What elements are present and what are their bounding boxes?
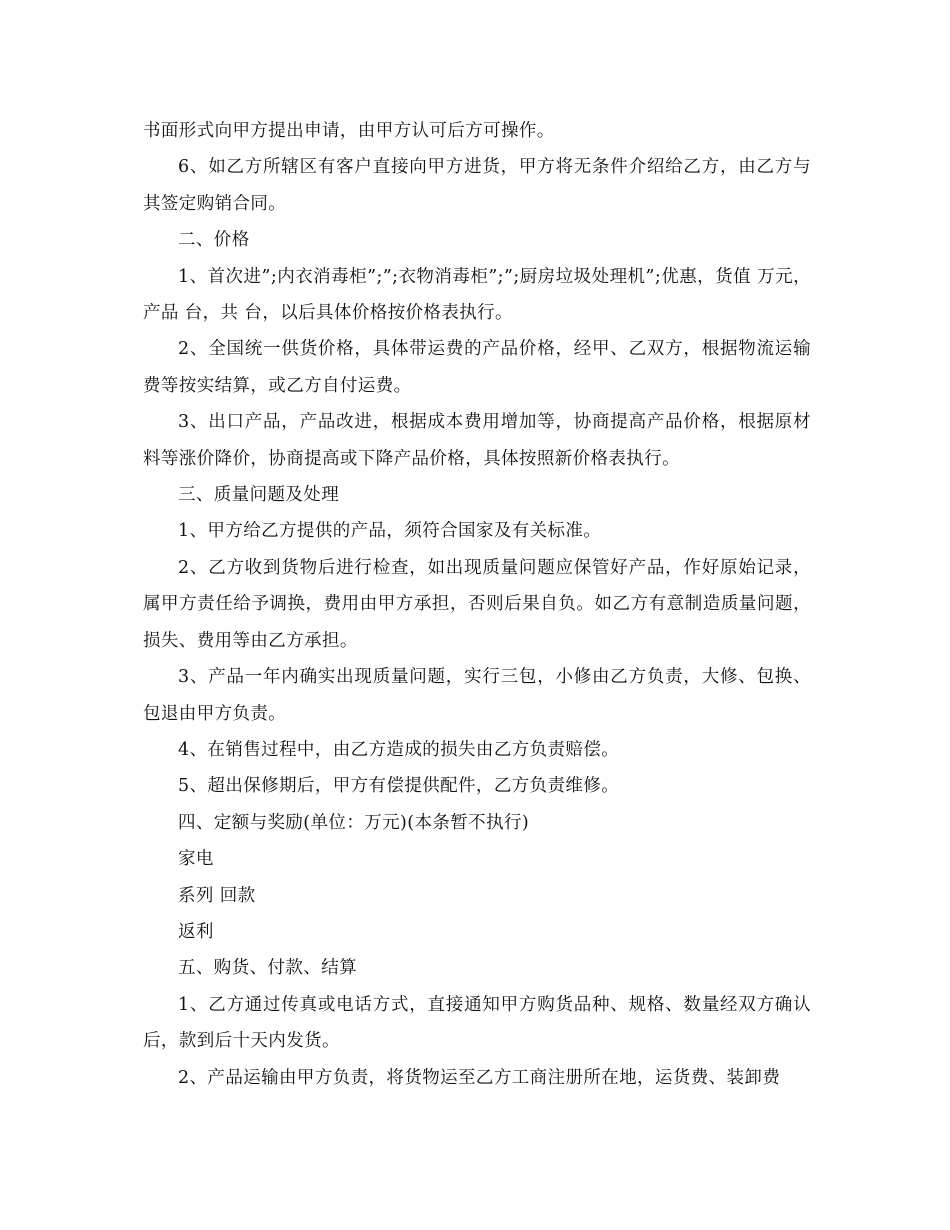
paragraph-application-continuation: 书面形式向甲方提出申请，由甲方认可后方可操作。: [143, 121, 555, 141]
table-cell-appliance: 家电: [178, 849, 214, 870]
section-heading-price: 二、价格: [178, 230, 250, 251]
paragraph-quality-clause-2: 2、乙方收到货物后进行检查，如出现质量问题应保管好产品，作好原始记录，属甲方责任给予调换，费用由甲方承担，否则后果自负。如乙方有意制造质量问题，损失、费用等由乙方承担。: [143, 557, 811, 651]
paragraph-clause-6-direct-purchase: 6、如乙方所辖区有客户直接向甲方进货，甲方将无条件介绍给乙方，由乙方与其签定购销合同。: [143, 157, 811, 214]
table-cell-series-payment: 系列 回款: [178, 885, 256, 906]
paragraph-quality-clause-1: 1、甲方给乙方提供的产品，须符合国家及有关标准。: [178, 521, 602, 542]
paragraph-quality-clause-3: 3、产品一年内确实出现质量问题，实行三包，小修由乙方负责，大修、包换、包退由甲方负责。: [143, 667, 811, 724]
paragraph-price-clause-2: 2、全国统一供货价格，具体带运费的产品价格，经甲、乙双方，根据物流运输费等按实结算，或乙方自付运费。: [143, 339, 811, 396]
section-heading-quality: 三、质量问题及处理: [178, 485, 340, 506]
paragraph-price-clause-3: 3、出口产品，产品改进，根据成本费用增加等，协商提高产品价格，根据原材料等涨价降价，协商提高或下降产品价格，具体按照新价格表执行。: [143, 412, 811, 469]
table-cell-rebate: 返利: [178, 921, 214, 942]
paragraph-quality-clause-5: 5、超出保修期后，甲方有偿提供配件，乙方负责维修。: [178, 776, 620, 797]
paragraph-purchase-clause-1: 1、乙方通过传真或电话方式，直接通知甲方购货品种、规格、数量经双方确认后，款到后十天内发货。: [143, 994, 811, 1052]
paragraph-quality-clause-4: 4、在销售过程中，由乙方造成的损失由乙方负责赔偿。: [178, 739, 620, 760]
document-body: [143, 113, 811, 1096]
paragraph-price-clause-1: 1、首次进”;内衣消毒柜”;”;衣物消毒柜”;”;厨房垃圾处理机”;优惠，货值 万元，产品 台，共 台，以后具体价格按价格表执行。: [143, 266, 811, 324]
section-heading-quota-reward: 四、定额与奖励(单位：万元)(本条暂不执行): [178, 812, 530, 833]
section-heading-purchase-payment: 五、购货、付款、结算: [178, 958, 357, 979]
paragraph-purchase-clause-2: 2、产品运输由甲方负责，将货物运至乙方工商注册所在地，运货费、装卸费: [178, 1067, 781, 1088]
